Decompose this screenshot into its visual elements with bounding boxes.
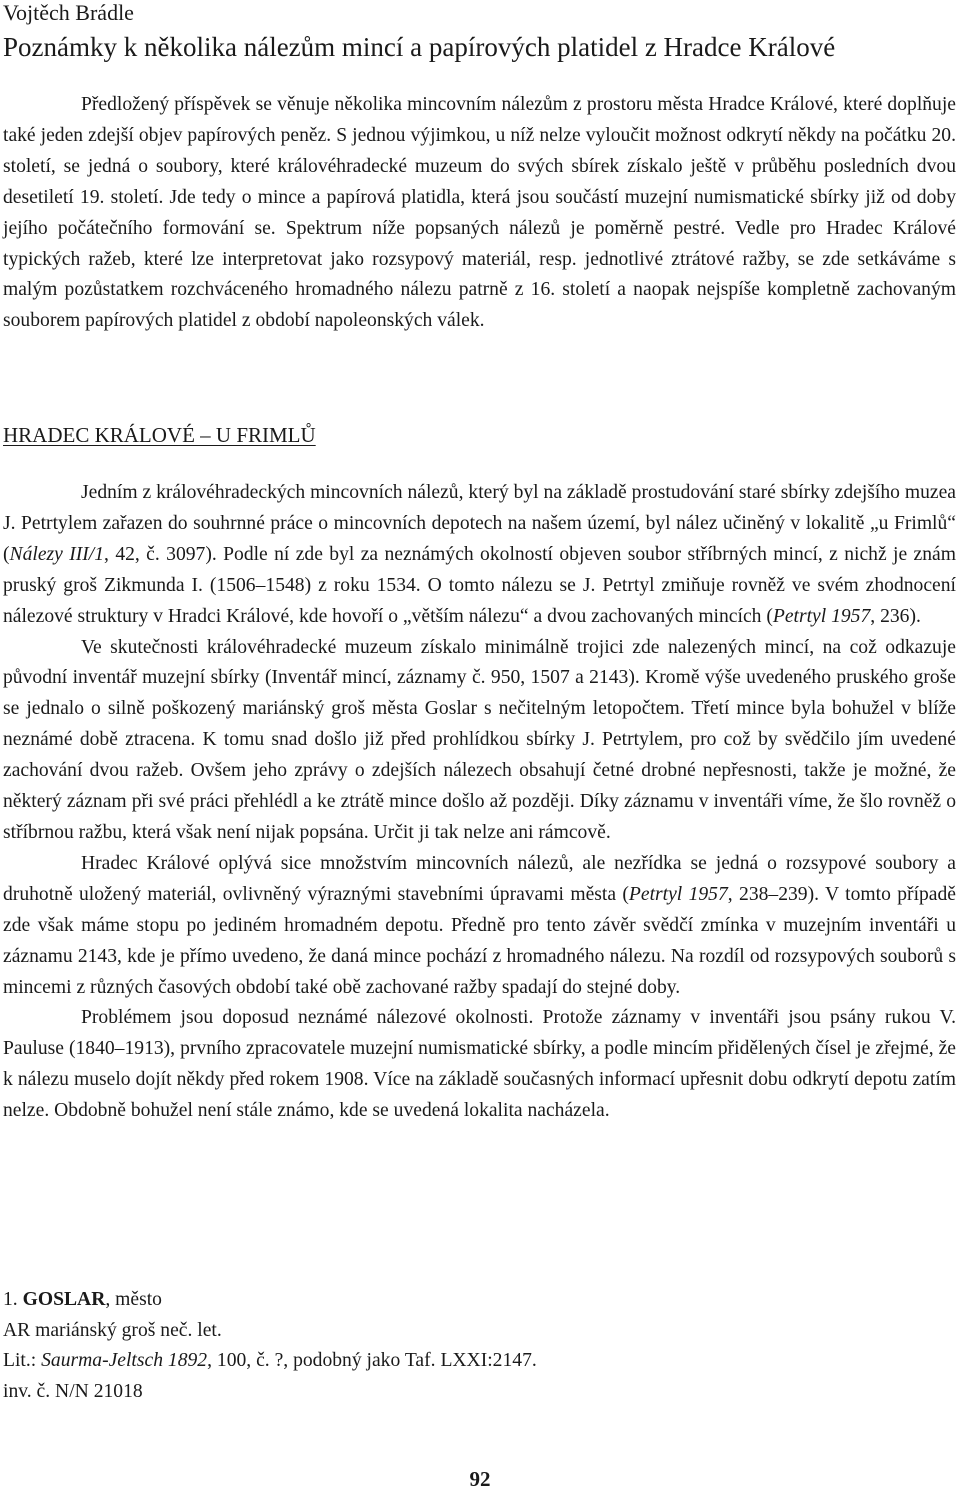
citation-italic: Nálezy III/1 — [9, 543, 105, 565]
literature-detail: , 100, č. ?, podobný jako Taf. LXXI:2147. — [207, 1350, 537, 1371]
body-paragraph-4: Problémem jsou doposud neznámé nálezové okolnosti. Protože záznamy v inventáři jsou psány rukou V. Pauluse (1840–1913), prvního zpracovatele muzejní numismatické sbírky, a podle mincím přidělených čísel je zřejmé, že k nálezu muselo dojít někdy před rokem 1908. Více na základě současných informací upřesnit dobu odkrytí depotu zatím nelze. Obdobně bohužel není stále známo, kde se uvedená lokalita nacházela. — [3, 1007, 956, 1122]
catalog-place: GOSLAR — [22, 1289, 106, 1310]
catalog-heading — [3, 1285, 537, 1316]
section-heading: HRADEC KRÁLOVÉ – U FRIMLŮ — [3, 423, 316, 447]
author-name: Vojtěch Brádle — [3, 0, 134, 25]
catalog-coin-description: AR mariánský groš neč. let. — [3, 1319, 222, 1341]
literature-citation: Saurma-Jeltsch 1892 — [41, 1350, 208, 1371]
body-paragraph-1 — [3, 478, 956, 633]
citation-italic: Petrtyl 1957 — [628, 883, 728, 905]
catalog-literature — [3, 1346, 537, 1377]
text-run: Jedním z královéhradeckých mincovních nálezů, který byl na základě prostudování staré sbírky zdejšího muzea J. Petrtylem zařazen do souhrnné práce o mincovních depotech na našem území, byl nález učiněný v lokalitě „u Frimlů“ ( — [3, 482, 956, 565]
text-run: , 42, č. 3097). Podle ní zde byl za neznámých okolností objeven soubor stříbrných mincí, z nichž je znám pruský groš Zikmunda I. (1506–1548) z roku 1534. O tomto nálezu se J. Petrtyl zmiňuje rovněž ve svém zhodnocení nálezové struktury v Hradci Králové, kde hovoří o „větším nálezu“ a dvou zachovaných mincích ( — [3, 543, 956, 627]
catalog-place-type: , město — [105, 1289, 162, 1310]
catalog-entry — [3, 1285, 537, 1407]
body-paragraph-2: Ve skutečnosti královéhradecké muzeum získalo minimálně trojici zde nalezených mincí, na což odkazuje původní inventář muzejní sbírky (Inventář mincí, záznamy č. 950, 1507 a 2143). Kromě výše uvedeného pruského groše se jednalo o silně poškozený mariánský groš města Goslar s nečitelným letopočtem. Třetí mince byla bohužel v blíže neznámé době ztracena. K tomu snad došlo již před prohlídkou sbírky J. Petrtylem, pro což by svědčilo jím uvedené zachování dvou ražeb. Ovšem jeho zprávy o zdejších nálezech obsahují četné drobné nepřesnosti, takže je možné, že některý záznam při své práci přehlédl a ke ztrátě mince došlo až později. Díky záznamu v inventáři víme, že šlo rovněž o stříbrnou ražbu, která však není nijak popsána. Určit ji tak nelze ani rámcově. — [3, 636, 956, 843]
catalog-number: 1. — [3, 1289, 18, 1310]
text-run: , 236). — [870, 605, 921, 627]
text-run: Hradec Králové oplývá sice množstvím mincovních nálezů, ale nezřídka se jedná o rozsypové soubory a druhotně uložený materiál, ovlivněný výraznými stavebními úpravami města ( — [3, 852, 956, 905]
article-title: Poznámky k několika nálezům mincí a papírových platidel z Hradce Králové — [3, 32, 836, 62]
citation-italic: Petrtyl 1957 — [772, 605, 871, 627]
body-paragraph-3 — [3, 849, 956, 1004]
intro-paragraph: Předložený příspěvek se věnuje několika mincovním nálezům z prostoru města Hradce Králové, které doplňuje také jeden zdejší objev papírových peněz. S jednou výjimkou, u níž nelze vyloučit možnost odkrytí někdy na počátku 20. století, se jedná o soubory, které královéhradecké muzeum do svých sbírek získalo ještě v průběhu posledních dvou desetiletí 19. století. Jde tedy o mince a papírová platidla, která jsou součástí muzejní numismatické sbírky již od doby jejího počátečního formování se. Spektrum níže popsaných nálezů je poměrně pestré. Vedle pro Hradec Králové typických ražeb, které lze interpretovat jako rozsypový materiál, resp. jednotlivé ztrátové ražby, se zde setkáváme s malým pozůstatkem rozchváceného hromadného nálezu patrně z 16. století a naopak nejspíše kompletně zachovaným souborem papírových platidel z období napoleonských válek. — [3, 94, 956, 332]
catalog-inventory-number: inv. č. N/N 21018 — [3, 1380, 143, 1402]
literature-prefix: Lit.: — [3, 1350, 42, 1371]
section-body — [3, 478, 956, 1127]
text-run: , 238–239). V tomto případě zde však máme stopu po jediném hromadném depotu. Předně pro tento závěr svědčí zmínka v muzejním inventáři u záznamu 2143, kde je přímo uvedeno, že daná mince pochází z hromadného nálezu. Na rozdíl od rozsypových souborů s mincemi z různých časových období také obě zachované ražby spadají do stejné doby. — [3, 883, 956, 998]
page-number: 92 — [469, 1467, 491, 1491]
